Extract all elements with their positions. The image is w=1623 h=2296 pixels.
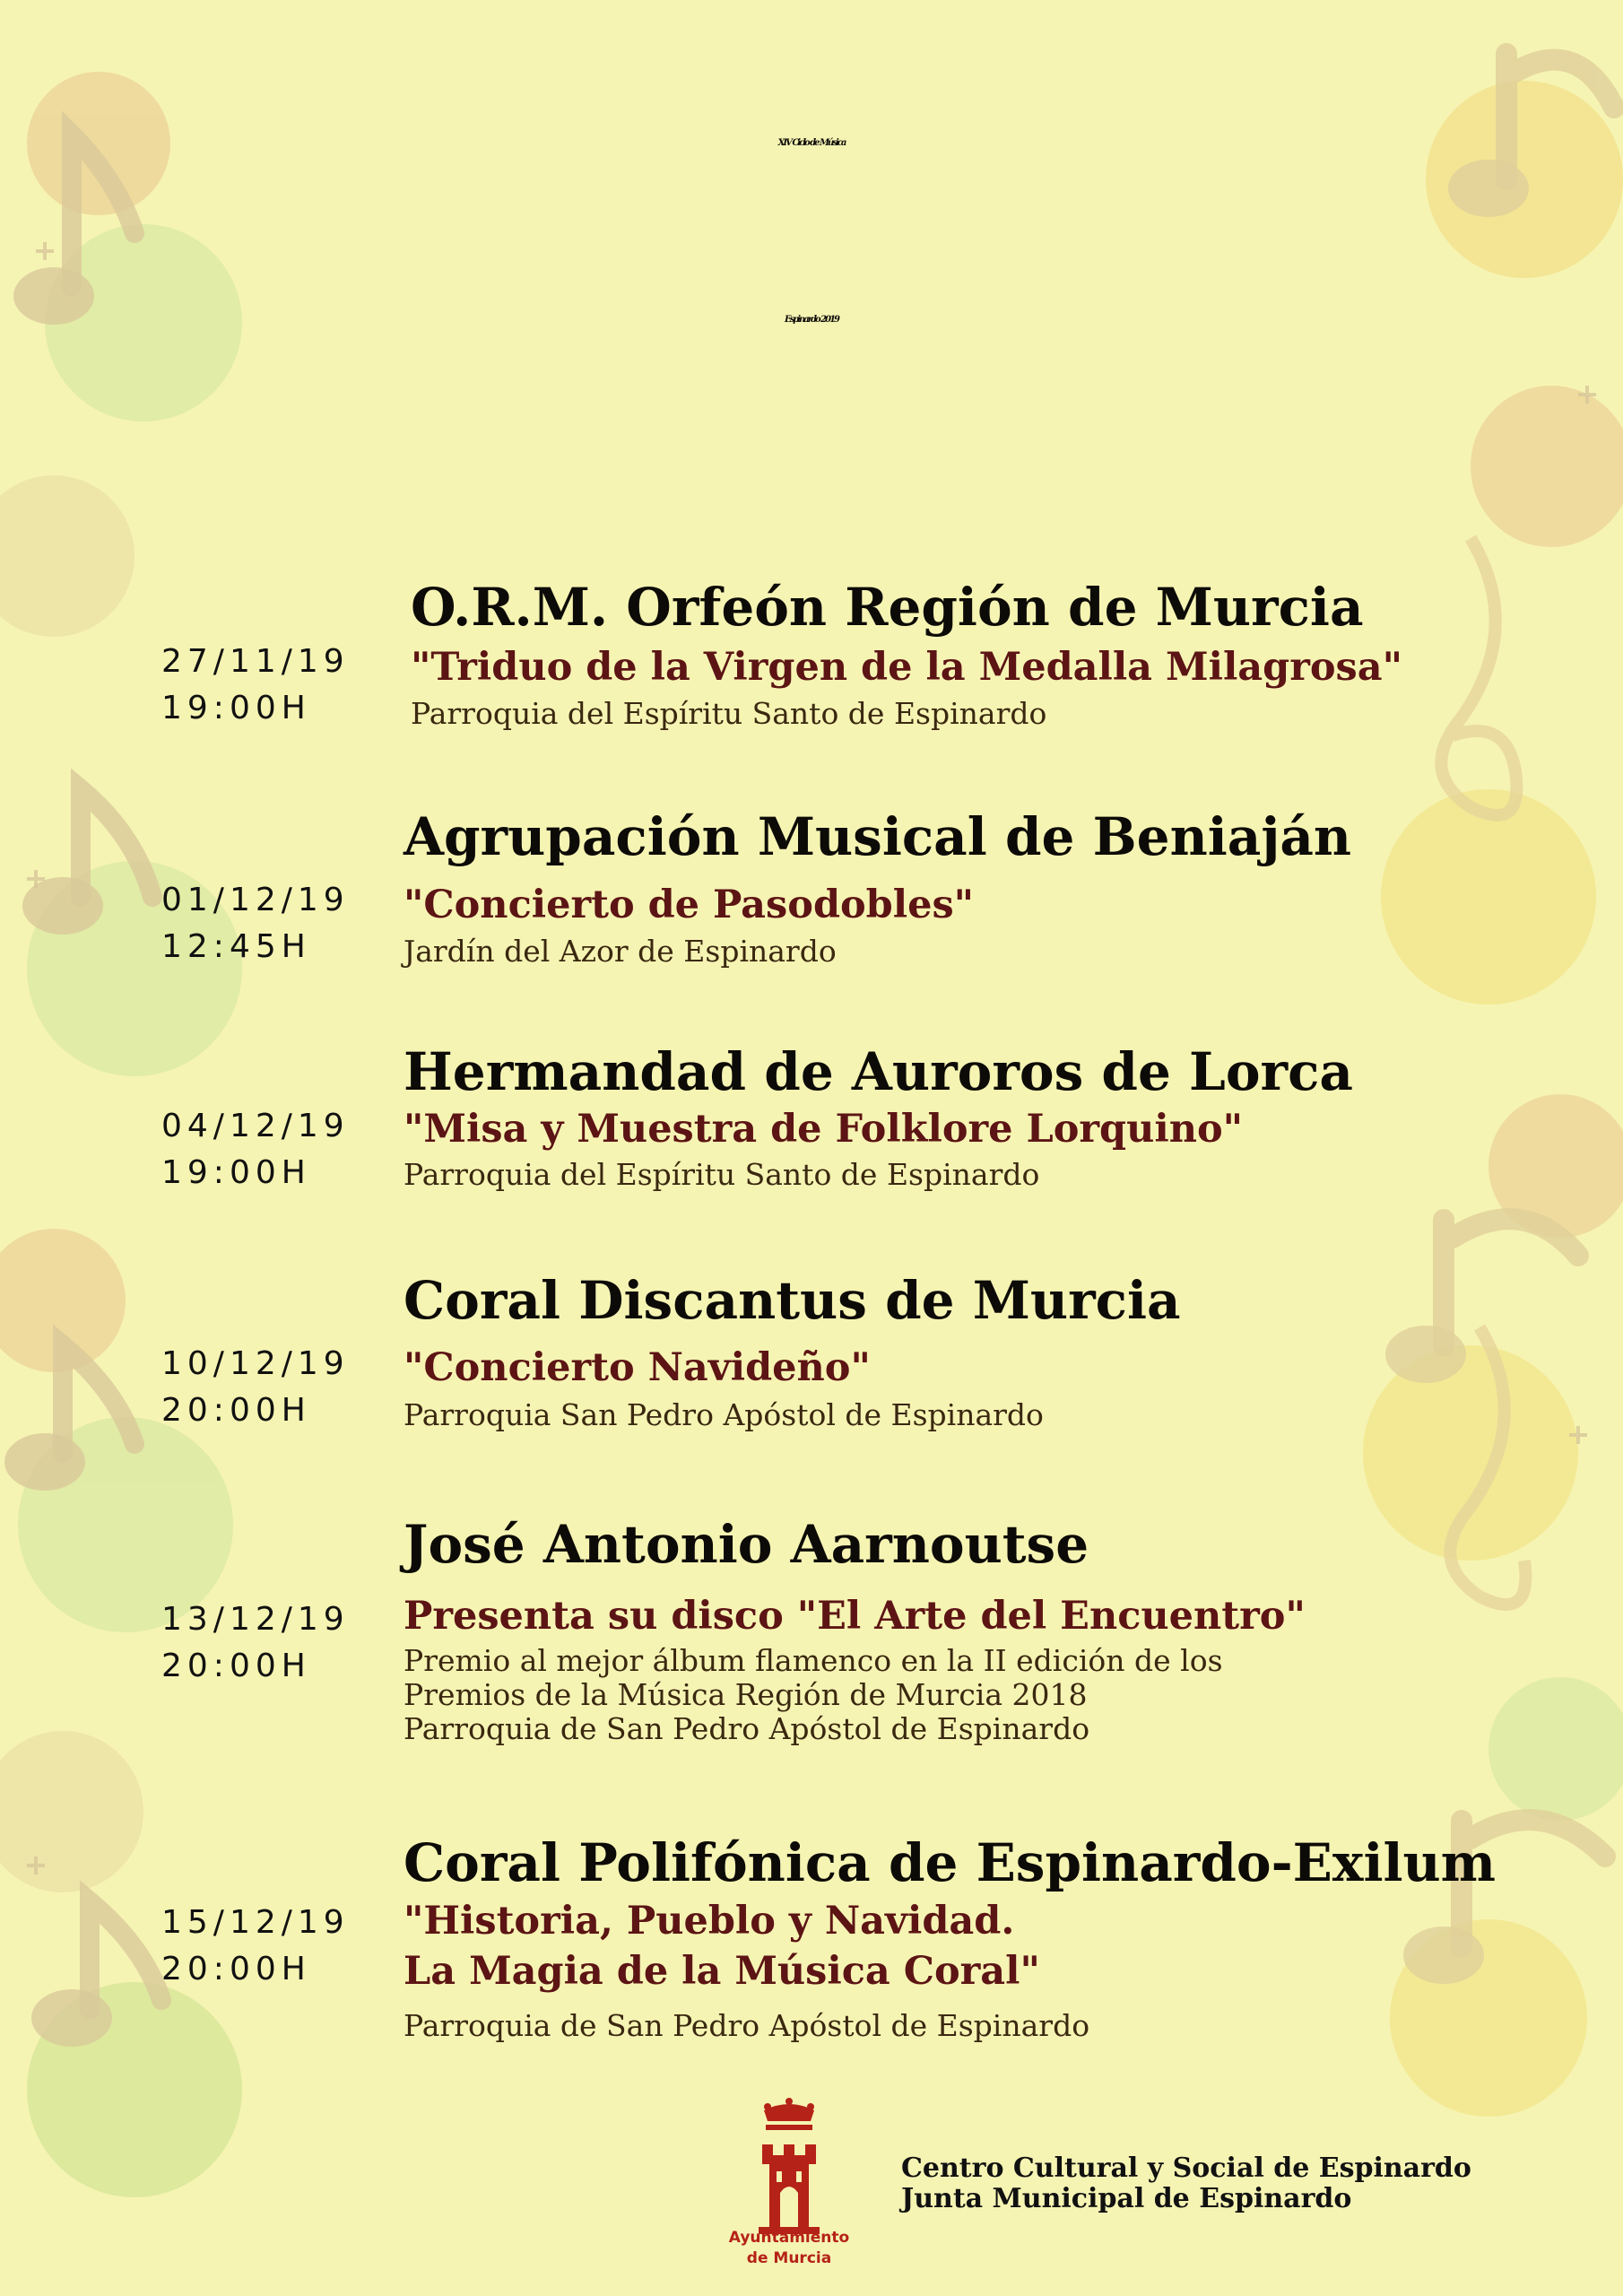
event-venue: Parroquia de San Pedro Apóstol de Espinardo: [404, 2008, 1090, 2043]
event-date: 27/11/19: [161, 643, 350, 680]
event-program: "Misa y Muestra de Folklore Lorquino": [404, 1107, 1244, 1152]
event-time: 19:00H: [161, 690, 311, 726]
event-program-line-2: La Magia de la Música Coral": [404, 1949, 1040, 1994]
event-venue: Jardín del Azor de Espinardo: [404, 934, 837, 969]
event-venue: Parroquia San Pedro Apóstol de Espinardo: [404, 1397, 1044, 1432]
event-program-line-1: "Historia, Pueblo y Navidad.: [404, 1899, 1015, 1944]
event-performer: O.R.M. Orfeón Región de Murcia: [411, 577, 1364, 638]
event-program: "Triduo de la Virgen de la Medalla Milagrosa": [411, 645, 1403, 690]
event-performer: José Antonio Aarnoutse: [404, 1514, 1089, 1575]
event-detail-line: Premio al mejor álbum flamenco en la II edición de los: [404, 1643, 1223, 1678]
poster-title-line-2: Espinardo 2019: [784, 315, 839, 325]
event-program: "Concierto de Pasodobles": [404, 883, 975, 927]
organizer-line: Junta Municipal de Espinardo: [901, 2183, 1352, 2214]
event-date: 13/12/19: [161, 1601, 350, 1638]
event-performer: Coral Polifónica de Espinardo-Exilum: [404, 1832, 1497, 1893]
event-date: 10/12/19: [161, 1345, 350, 1382]
event-performer: Coral Discantus de Murcia: [404, 1270, 1181, 1331]
event-venue: Parroquia de San Pedro Apóstol de Espinardo: [404, 1711, 1090, 1746]
event-time: 12:45H: [161, 928, 311, 965]
event-venue: Parroquia del Espíritu Santo de Espinardo: [404, 1157, 1040, 1192]
poster-title-line-1: XIV Ciclo de Música: [777, 138, 846, 148]
logo-caption-line: de Murcia: [746, 2249, 832, 2267]
event-performer: Agrupación Musical de Beniaján: [404, 806, 1352, 867]
event-date: 15/12/19: [161, 1904, 350, 1941]
event-performer: Hermandad de Auroros de Lorca: [404, 1041, 1353, 1102]
event-time: 19:00H: [161, 1154, 311, 1191]
event-time: 20:00H: [161, 1392, 311, 1429]
event-date: 01/12/19: [161, 882, 350, 918]
event-venue: Parroquia del Espíritu Santo de Espinardo: [411, 696, 1047, 731]
event-program: "Concierto Navideño": [404, 1345, 871, 1390]
event-date: 04/12/19: [161, 1108, 350, 1144]
event-time: 20:00H: [161, 1951, 311, 1987]
organizer-line: Centro Cultural y Social de Espinardo: [901, 2152, 1471, 2184]
logo-caption-line: Ayuntamiento: [728, 2229, 850, 2247]
event-program: Presenta su disco "El Arte del Encuentro": [404, 1594, 1306, 1639]
logo-caption: [699, 2228, 879, 2269]
event-time: 20:00H: [161, 1648, 311, 1684]
event-detail-line: Premios de la Música Región de Murcia 2018: [404, 1677, 1088, 1712]
